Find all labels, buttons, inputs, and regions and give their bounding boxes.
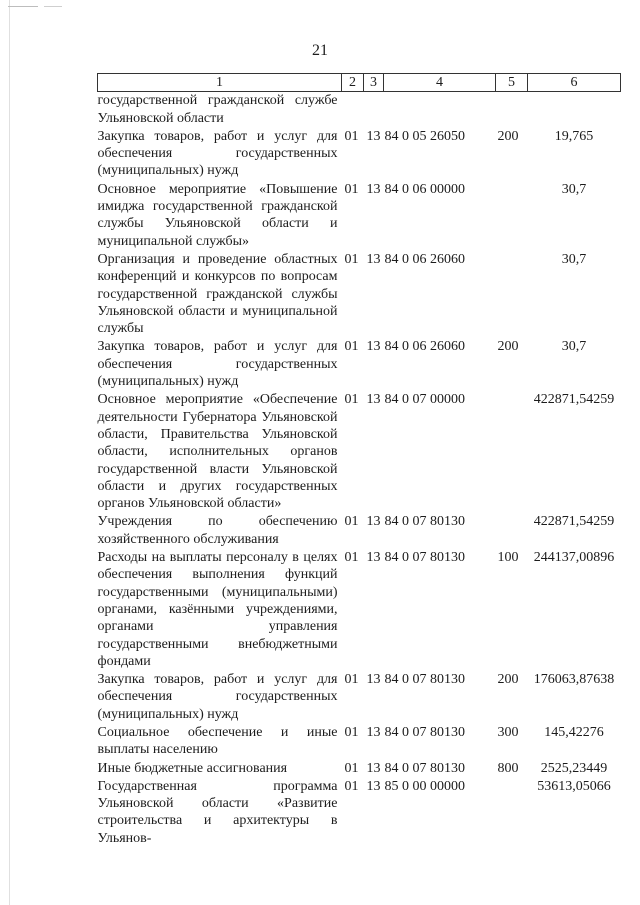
row-target-article: 84 0 07 80130	[384, 672, 465, 688]
row-subsection: 13	[366, 251, 381, 267]
row-section: 01	[344, 128, 359, 144]
table-row	[98, 92, 621, 128]
row-expense-type: 200	[497, 128, 519, 144]
row-expense-type	[496, 391, 528, 513]
row-name: Закупка товаров, работ и услуг для обеспечения государственных (муниципальных) нужд	[97, 128, 338, 179]
row-target-article: 84 0 07 00000	[384, 392, 465, 408]
row-section: 01	[344, 760, 359, 776]
scan-edge	[9, 0, 10, 905]
row-section: 01	[344, 550, 359, 566]
row-amount: 422871,54259	[533, 392, 615, 408]
row-expense-type: 100	[497, 550, 519, 566]
row-section: 01	[344, 514, 359, 530]
row-amount: 53613,05066	[537, 778, 611, 794]
row-amount: 30,7	[561, 251, 587, 267]
row-amount: 30,7	[561, 339, 587, 355]
row-expense-type	[496, 181, 528, 251]
row-expense-type: 800	[497, 760, 519, 776]
row-name: Социальное обеспечение и иные выплаты населению	[97, 724, 338, 758]
header-col-2: 2	[342, 74, 364, 92]
table-row	[98, 251, 621, 338]
page-number: 21	[312, 42, 328, 59]
row-target-article: 85 0 00 00000	[384, 778, 465, 794]
row-expense-type: 300	[497, 724, 519, 740]
row-section: 01	[344, 724, 359, 740]
row-subsection: 13	[366, 778, 381, 794]
row-name: Расходы на выплаты персоналу в целях обеспечения выполнения функций государственными (муниципальными) органами, казёнными учреждениями, органами управления государственными внебюджетными фондами	[97, 550, 338, 669]
row-section: 01	[344, 672, 359, 688]
row-amount: 2525,23449	[540, 760, 608, 776]
row-name: Основное мероприятие «Обеспечение деятельности Губернатора Ульяновской области, Правительства Ульяновской области, исполнительных органов государственной власти Ульяновской области и других государственных органов Ульяновской области»	[97, 392, 338, 512]
row-section: 01	[344, 778, 359, 794]
row-subsection: 13	[366, 392, 381, 408]
row-target-article: 84 0 07 80130	[384, 550, 465, 566]
row-expense-type	[496, 251, 528, 338]
row-name: Учреждения по обеспечению хозяйственного обслуживания	[97, 514, 338, 547]
table-row	[98, 671, 621, 724]
row-subsection: 13	[366, 550, 381, 566]
row-amount: 176063,87638	[533, 672, 615, 688]
table-header-row	[98, 74, 621, 92]
header-col-5: 5	[496, 74, 528, 92]
row-subsection: 13	[366, 760, 381, 776]
table-row	[98, 513, 621, 549]
table-row	[98, 760, 621, 778]
header-col-4: 4	[384, 74, 496, 92]
header-col-6: 6	[528, 74, 621, 92]
row-amount: 244137,00896	[533, 550, 615, 566]
row-target-article: 84 0 07 80130	[384, 514, 465, 530]
row-target-article: 84 0 06 26060	[384, 339, 465, 355]
row-amount: 145,42276	[544, 724, 604, 740]
row-section: 01	[344, 339, 359, 355]
row-subsection: 13	[366, 128, 381, 144]
row-expense-type: 200	[497, 339, 519, 355]
table-row	[98, 724, 621, 760]
row-section: 01	[344, 251, 359, 267]
row-name: Закупка товаров, работ и услуг для обеспечения государственных (муниципальных) нужд	[97, 672, 338, 722]
row-expense-type: 200	[497, 672, 519, 688]
row-expense-type	[496, 513, 528, 549]
row-subsection: 13	[366, 672, 381, 688]
row-subsection	[364, 92, 384, 128]
scan-artifact	[8, 6, 38, 7]
row-name: государственной гражданской службе Ульяновской области	[97, 93, 338, 126]
header-col-1: 1	[98, 74, 342, 92]
scan-artifact	[44, 6, 62, 7]
row-name: Государственная программа Ульяновской области «Развитие строительства и архитектуры в Ульянов-	[97, 778, 338, 846]
row-section: 01	[344, 392, 359, 408]
table-row	[98, 128, 621, 181]
row-expense-type	[496, 92, 528, 128]
row-amount: 422871,54259	[533, 514, 615, 530]
row-subsection: 13	[366, 181, 381, 197]
row-target-article: 84 0 05 26050	[384, 128, 465, 144]
table-row	[98, 181, 621, 251]
table-row	[98, 391, 621, 513]
row-name: Организация и проведение областных конференций и конкурсов по вопросам государственной гражданской службы Ульяновской области и муниципальной службы	[97, 251, 338, 337]
row-section: 01	[344, 181, 359, 197]
row-expense-type	[496, 778, 528, 848]
row-subsection: 13	[366, 514, 381, 530]
row-name: Закупка товаров, работ и услуг для обеспечения государственных (муниципальных) нужд	[97, 339, 338, 390]
table-row	[98, 778, 621, 848]
header-col-3: 3	[364, 74, 384, 92]
row-subsection: 13	[366, 339, 381, 355]
row-target-article: 84 0 07 80130	[384, 760, 465, 776]
row-amount	[528, 92, 621, 128]
row-name: Основное мероприятие «Повышение имиджа государственной гражданской службы Ульяновской области и муниципальной службы»	[97, 181, 338, 249]
budget-table	[97, 73, 621, 848]
table-row	[98, 549, 621, 671]
row-section	[342, 92, 364, 128]
table-row	[98, 338, 621, 391]
row-name: Иные бюджетные ассигнования	[97, 760, 288, 776]
row-amount: 19,765	[554, 128, 594, 144]
row-target-article: 84 0 07 80130	[384, 724, 465, 740]
row-subsection: 13	[366, 724, 381, 740]
row-target-article: 84 0 06 26060	[384, 251, 465, 267]
row-amount: 30,7	[561, 181, 587, 197]
row-target-article	[384, 92, 496, 128]
row-target-article: 84 0 06 00000	[384, 181, 465, 197]
